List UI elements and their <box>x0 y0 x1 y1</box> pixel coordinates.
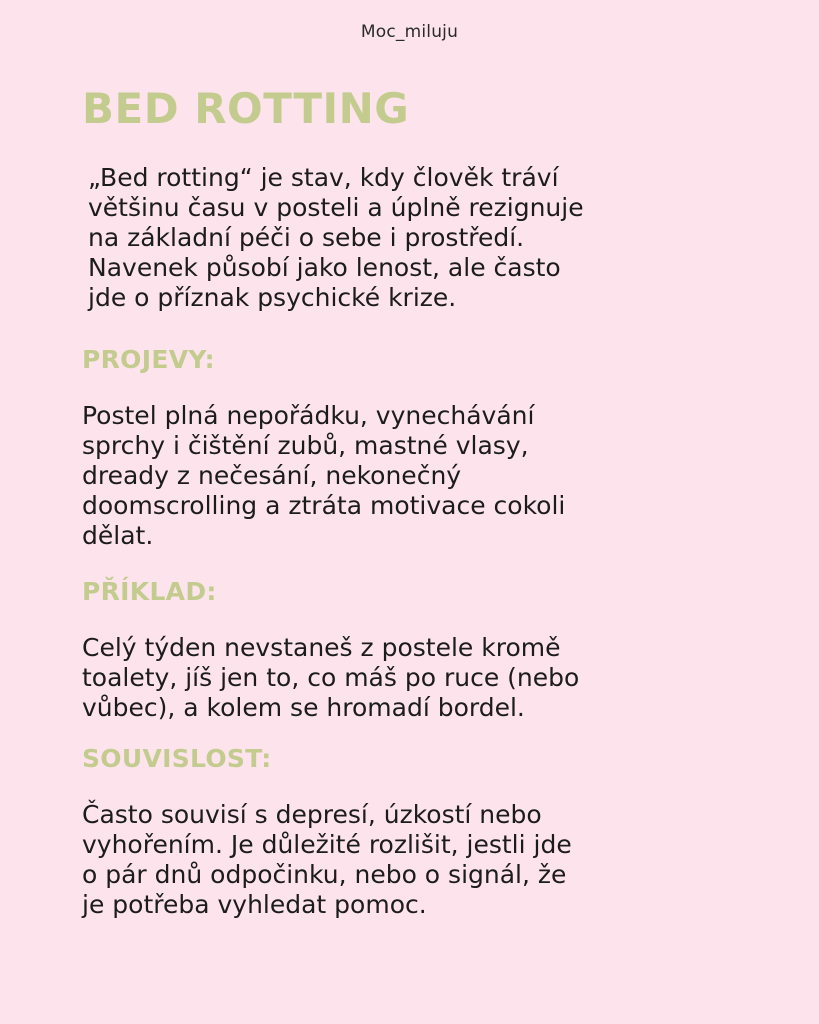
section-text-priklad: Celý týden nevstaneš z postele kromě toalety, jíš jen to, co máš po ruce (nebo vůbec), a kolem se hromadí bordel. <box>82 633 580 722</box>
section-text-projevy: Postel plná nepořádku, vynechávání sprchy i čištění zubů, mastné vlasy, dready z nečesání, nekonečný doomscrolling a ztráta motivace cokoli dělat. <box>82 401 566 550</box>
post-title: BED ROTTING <box>82 84 410 133</box>
author-handle: Moc_miluju <box>360 22 459 42</box>
section-heading-projevy: PROJEVY: <box>82 345 215 374</box>
section-heading-souvislost: SOUVISLOST: <box>82 744 272 773</box>
intro-paragraph: „Bed rotting“ je stav, kdy člověk tráví většinu času v posteli a úplně rezignuje na základní péči o sebe i prostředí. Navenek působí jako lenost, ale často jde o příznak psychické krize. <box>88 163 584 312</box>
section-text-souvislost: Často souvisí s depresí, úzkostí nebo vyhořením. Je důležité rozlišit, jestli jde o pár dnů odpočinku, nebo o signál, že je potřeba vyhledat pomoc. <box>82 800 572 919</box>
section-heading-priklad: PŘÍKLAD: <box>82 577 217 606</box>
